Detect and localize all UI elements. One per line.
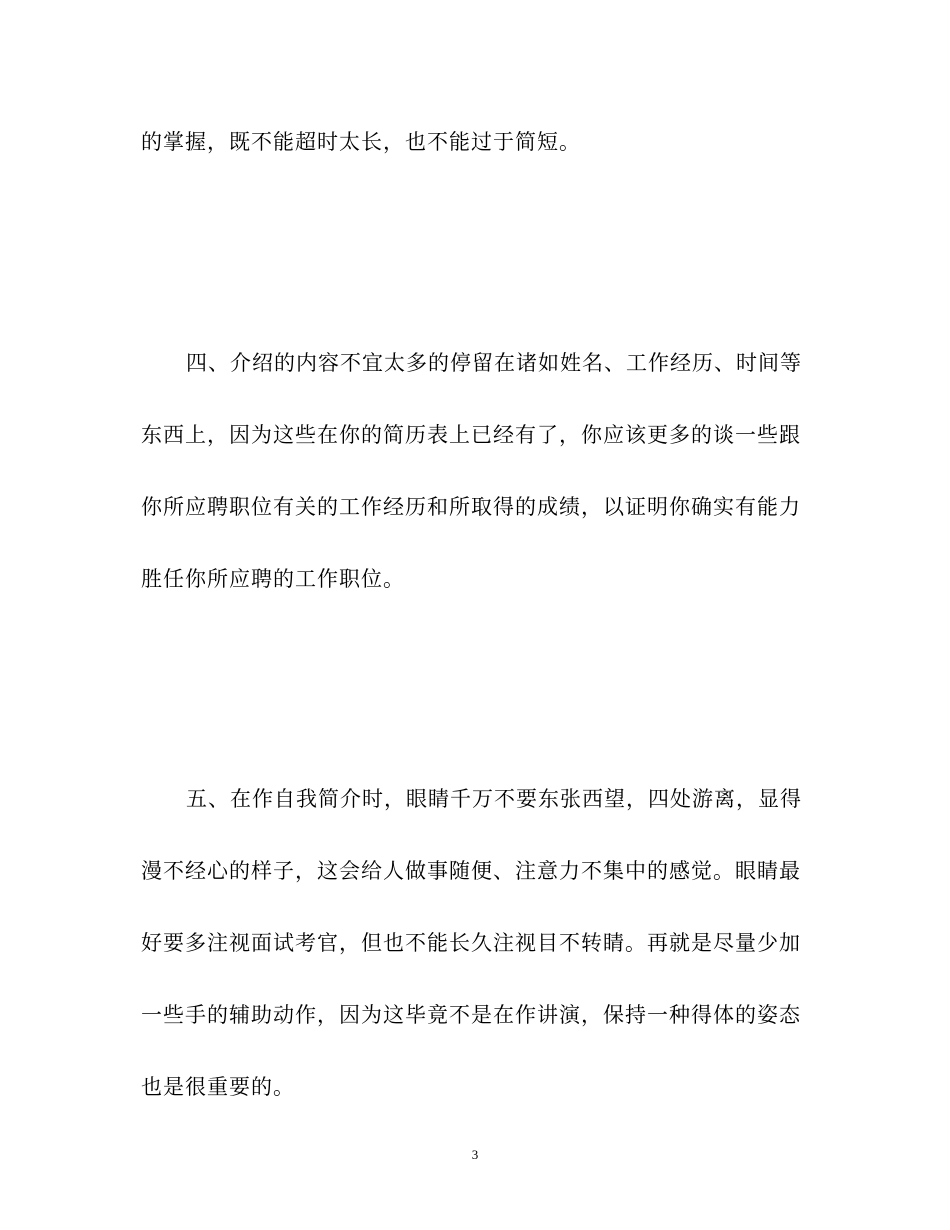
text-line: 也是很重要的。 (141, 1075, 295, 1099)
text-line: 漫不经心的样子，这会给人做事随便、注意力不集中的感觉。眼睛最 (141, 859, 801, 883)
text-line: 好要多注视面试考官，但也不能长久注视目不转睛。再就是尽量少加 (141, 931, 801, 955)
text-line: 胜任你所应聘的工作职位。 (141, 567, 405, 591)
text-line: 你所应聘职位有关的工作经历和所取得的成绩，以证明你确实有能力 (141, 495, 801, 519)
text-line: 东西上，因为这些在你的简历表上已经有了，你应该更多的谈一些跟 (141, 423, 801, 447)
page-number: 3 (471, 1147, 479, 1162)
text-line: 四、介绍的内容不宜太多的停留在诸如姓名、工作经历、时间等 (186, 351, 802, 375)
text-line: 一些手的辅助动作，因为这毕竟不是在作讲演，保持一种得体的姿态 (141, 1003, 801, 1027)
text-line: 五、在作自我简介时，眼睛千万不要东张西望，四处游离，显得 (186, 787, 802, 811)
text-line: 的掌握，既不能超时太长，也不能过于简短。 (141, 130, 581, 154)
